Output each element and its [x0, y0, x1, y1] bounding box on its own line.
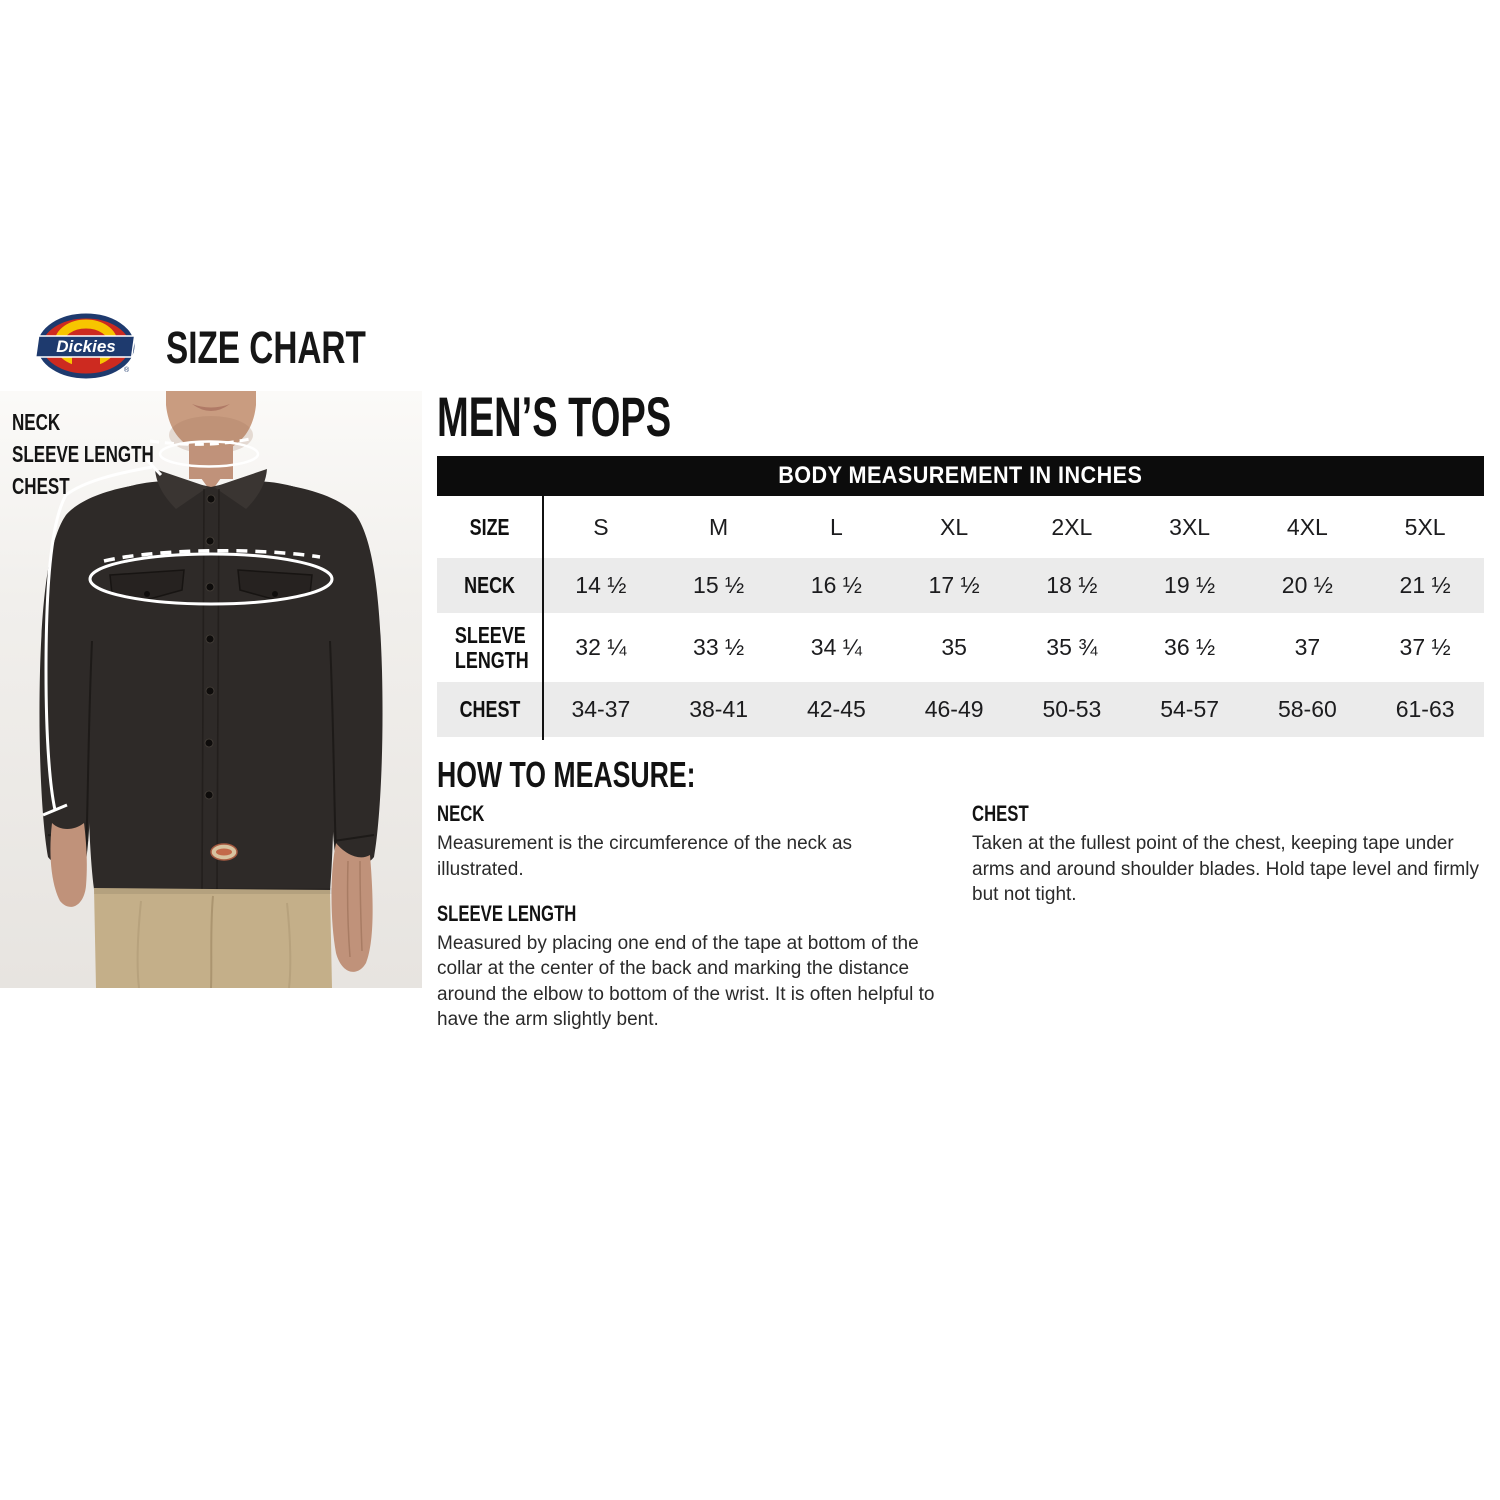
- size-value-2xl: 2XL: [1051, 513, 1093, 540]
- dickies-logo: [36, 312, 136, 380]
- figure-label-chest-text: CHEST: [12, 473, 70, 499]
- how-to-heading-chest-text: CHEST: [972, 801, 1029, 826]
- logo-wordmark: Dickies: [56, 337, 116, 356]
- figure-label-neck: [12, 409, 77, 436]
- how-to-heading-sleeve-length-text: SLEEVE LENGTH: [437, 900, 577, 926]
- how-to-heading-neck: [437, 799, 939, 828]
- chest-value-4xl: 58-60: [1277, 696, 1337, 722]
- row-label-chest: [437, 682, 542, 737]
- how-to-measure-left-column: [437, 799, 939, 1049]
- figure-label-chest: [12, 473, 90, 500]
- sleeve-value-xl: 35: [941, 634, 967, 660]
- how-to-heading-neck-text: NECK: [437, 801, 485, 826]
- chest-value-m: 38-41: [689, 696, 749, 722]
- row-label-neck: [437, 558, 542, 613]
- how-to-measure-title: [437, 754, 786, 796]
- how-to-measure-right-column: [972, 799, 1492, 924]
- size-value-xl: XL: [940, 513, 969, 540]
- figure-label-sleeve-length-text: SLEEVE LENGTH: [12, 441, 154, 467]
- how-to-heading-chest: [972, 799, 1492, 828]
- chest-value-5xl: 61-63: [1395, 696, 1455, 722]
- neck-value-s: 14 ½: [575, 572, 627, 598]
- how-to-text-chest: Taken at the fullest point of the chest, keeping tape under arms and around shoulder blades. Hold tape level and firmly but not tight.: [972, 833, 1479, 905]
- size-table: [437, 456, 1484, 737]
- row-label-chest-text: CHEST: [459, 696, 520, 723]
- chest-value-3xl: 54-57: [1160, 696, 1220, 722]
- how-to-text-neck: Measurement is the circumference of the neck as illustrated.: [437, 833, 853, 880]
- row-label-size-text: SIZE: [469, 513, 510, 540]
- neck-value-3xl: 19 ½: [1164, 572, 1216, 598]
- size-value-4xl: 4XL: [1286, 513, 1328, 540]
- how-to-text-sleeve-length: Measured by placing one end of the tape at bottom of the collar at the center of the back and marking the distance around the elbow to bottom of the wrist. It is often helpful to have the arm slightly bent.: [437, 933, 935, 1030]
- sleeve-value-s: 32 ¼: [575, 634, 627, 660]
- sleeve-value-m: 33 ½: [693, 634, 745, 660]
- neck-value-2xl: 18 ½: [1046, 572, 1098, 598]
- sleeve-value-l: 34 ¼: [810, 634, 862, 660]
- table-header-title: BODY MEASUREMENT IN INCHES: [778, 462, 1143, 489]
- table-column-divider: [542, 496, 544, 740]
- sleeve-value-5xl: 37 ½: [1399, 634, 1451, 660]
- section-title-text: MEN’S TOPS: [437, 385, 672, 448]
- table-row-neck: [437, 558, 1484, 613]
- chest-value-s: 34-37: [571, 696, 631, 722]
- sleeve-value-3xl: 36 ½: [1164, 634, 1216, 660]
- row-label-size: [437, 496, 542, 558]
- row-label-sleeve-length: [437, 613, 542, 682]
- size-value-m: M: [709, 513, 729, 540]
- page-title: [166, 322, 436, 374]
- neck-value-l: 16 ½: [810, 572, 862, 598]
- sleeve-value-4xl: 37: [1294, 634, 1321, 660]
- size-value-5xl: 5XL: [1404, 513, 1446, 540]
- table-row-sleeve-length: [437, 613, 1484, 682]
- table-row-chest: [437, 682, 1484, 737]
- row-label-neck-text: NECK: [464, 572, 515, 599]
- dickies-logo-icon: [36, 312, 136, 380]
- neck-value-xl: 17 ½: [928, 572, 980, 598]
- figure-label-neck-text: NECK: [12, 409, 61, 435]
- size-value-3xl: 3XL: [1169, 513, 1211, 540]
- chest-value-2xl: 50-53: [1042, 696, 1102, 722]
- neck-value-m: 15 ½: [693, 572, 745, 598]
- neck-value-5xl: 21 ½: [1399, 572, 1451, 598]
- how-to-heading-sleeve-length: [437, 899, 939, 928]
- page-title-text: SIZE CHART: [166, 322, 366, 373]
- sleeve-value-2xl: 35 ¾: [1046, 634, 1098, 660]
- row-label-sleeve-length-text: SLEEVE LENGTH: [454, 622, 529, 673]
- chest-value-l: 42-45: [806, 696, 866, 722]
- size-value-s: S: [593, 513, 609, 540]
- neck-value-4xl: 20 ½: [1281, 572, 1333, 598]
- size-value-l: L: [829, 513, 843, 540]
- how-to-item-neck: [437, 799, 939, 882]
- figure-label-sleeve-length: [12, 441, 204, 468]
- section-title: [437, 384, 781, 449]
- registered-mark-icon: ®: [124, 367, 130, 374]
- how-to-item-sleeve-length: [437, 899, 939, 1032]
- how-to-measure-title-text: HOW TO MEASURE:: [437, 754, 696, 795]
- how-to-item-chest: [972, 799, 1492, 907]
- table-header-bar: [437, 456, 1484, 496]
- table-row-size: [437, 496, 1484, 558]
- chest-value-xl: 46-49: [924, 696, 984, 722]
